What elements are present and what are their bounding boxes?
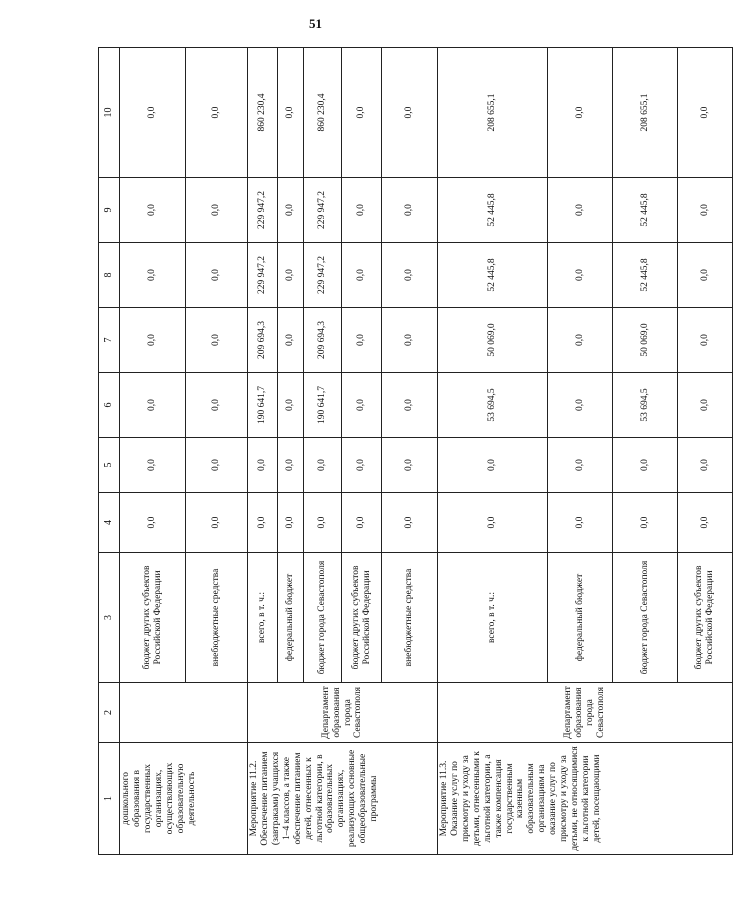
value-cell: 0,0: [382, 178, 438, 243]
rotated-table-sheet: [98, 48, 715, 855]
table-row: [438, 48, 548, 855]
value-cell: 0,0: [120, 438, 186, 493]
column-number: 2: [99, 683, 120, 743]
value-cell: 0,0: [278, 493, 304, 553]
value-cell: 0,0: [304, 438, 342, 493]
funding-source-cell: федеральный бюджет: [278, 553, 304, 683]
value-cell: 0,0: [548, 48, 613, 178]
value-cell: 0,0: [278, 438, 304, 493]
value-cell: 52 445,8: [438, 243, 548, 308]
value-cell: 229 947,2: [248, 243, 278, 308]
value-cell: 0,0: [120, 48, 186, 178]
value-cell: 0,0: [342, 243, 382, 308]
column-number: 8: [99, 243, 120, 308]
measure-title-cell: Мероприятие 11.2. Обеспечение питанием (завтраками) учащихся 1–4 классов, а также обеспечение питанием детей, отнесенных к льготной категории, в образовательных организациях, реализующих основные общеобразовательные программы: [248, 743, 438, 855]
column-number: 3: [99, 553, 120, 683]
value-cell: 0,0: [342, 493, 382, 553]
column-number: 9: [99, 178, 120, 243]
value-cell: 229 947,2: [248, 178, 278, 243]
value-cell: 0,0: [186, 48, 248, 178]
value-cell: 0,0: [120, 243, 186, 308]
table-row: [120, 48, 186, 855]
value-cell: 0,0: [678, 438, 733, 493]
value-cell: 860 230,4: [248, 48, 278, 178]
table-row: [248, 48, 278, 855]
value-cell: 208 655,1: [438, 48, 548, 178]
funding-source-cell: внебюджетные средства: [382, 553, 438, 683]
value-cell: 0,0: [678, 178, 733, 243]
value-cell: 0,0: [548, 373, 613, 438]
financing-table: [98, 47, 733, 855]
value-cell: 0,0: [678, 243, 733, 308]
value-cell: 0,0: [120, 178, 186, 243]
value-cell: 0,0: [248, 493, 278, 553]
value-cell: 0,0: [342, 373, 382, 438]
value-cell: 0,0: [382, 373, 438, 438]
value-cell: 860 230,4: [304, 48, 342, 178]
column-number: 4: [99, 493, 120, 553]
value-cell: 0,0: [678, 48, 733, 178]
value-cell: 0,0: [120, 308, 186, 373]
value-cell: 0,0: [120, 373, 186, 438]
value-cell: 50 069,0: [613, 308, 678, 373]
measure-title-cell: дошкольного образования в государственных организациях, осуществляющих образовательную деятельность: [120, 743, 248, 855]
value-cell: 0,0: [342, 308, 382, 373]
column-number: 6: [99, 373, 120, 438]
value-cell: 0,0: [438, 438, 548, 493]
executor-cell: Департамент образования города Севастополя: [248, 683, 438, 743]
funding-source-cell: бюджет города Севастополя: [613, 553, 678, 683]
value-cell: 0,0: [548, 178, 613, 243]
value-cell: 0,0: [382, 48, 438, 178]
value-cell: 52 445,8: [438, 178, 548, 243]
value-cell: 52 445,8: [613, 243, 678, 308]
value-cell: 0,0: [613, 493, 678, 553]
column-number: 7: [99, 308, 120, 373]
value-cell: 0,0: [548, 493, 613, 553]
value-cell: 0,0: [382, 438, 438, 493]
value-cell: 0,0: [678, 373, 733, 438]
value-cell: 0,0: [278, 373, 304, 438]
value-cell: 50 069,0: [438, 308, 548, 373]
value-cell: 0,0: [342, 48, 382, 178]
executor-cell: Департамент образования города Севастополя: [438, 683, 733, 743]
value-cell: 0,0: [278, 48, 304, 178]
funding-source-cell: бюджет города Севастополя: [304, 553, 342, 683]
value-cell: 0,0: [548, 308, 613, 373]
funding-source-cell: федеральный бюджет: [548, 553, 613, 683]
value-cell: 0,0: [548, 243, 613, 308]
value-cell: 208 655,1: [613, 48, 678, 178]
column-number-row: [99, 48, 120, 855]
value-cell: 229 947,2: [304, 178, 342, 243]
value-cell: 0,0: [278, 178, 304, 243]
value-cell: 0,0: [342, 438, 382, 493]
value-cell: 0,0: [186, 308, 248, 373]
value-cell: 0,0: [678, 308, 733, 373]
value-cell: 53 694,5: [438, 373, 548, 438]
value-cell: 0,0: [278, 308, 304, 373]
value-cell: 0,0: [382, 493, 438, 553]
funding-source-cell: бюджет других субъектов Российской Федерации: [120, 553, 186, 683]
value-cell: 0,0: [678, 493, 733, 553]
value-cell: 0,0: [186, 178, 248, 243]
value-cell: 0,0: [438, 493, 548, 553]
value-cell: 0,0: [120, 493, 186, 553]
column-number: 10: [99, 48, 120, 178]
value-cell: 229 947,2: [304, 243, 342, 308]
funding-source-cell: внебюджетные средства: [186, 553, 248, 683]
value-cell: 0,0: [342, 178, 382, 243]
value-cell: 0,0: [304, 493, 342, 553]
value-cell: 209 694,3: [248, 308, 278, 373]
measure-title-cell: Мероприятие 11.3. Оказание услуг по присмотру и уходу за детьми, отнесенными к льготной категории, а также компенсация государственным казенным образовательным организациям на оказание услуг по присмотру и уходу за детьми, не относящимися к льготной категории детей, посещающими: [438, 743, 733, 855]
value-cell: 0,0: [248, 438, 278, 493]
value-cell: 0,0: [548, 438, 613, 493]
value-cell: 0,0: [278, 243, 304, 308]
value-cell: 0,0: [613, 438, 678, 493]
funding-source-cell: бюджет других субъектов Российской Федерации: [678, 553, 733, 683]
value-cell: 190 641,7: [304, 373, 342, 438]
page-number: 51: [309, 16, 322, 31]
column-number: 1: [99, 743, 120, 855]
column-number: 5: [99, 438, 120, 493]
value-cell: 0,0: [382, 243, 438, 308]
value-cell: 0,0: [382, 308, 438, 373]
funding-source-cell: бюджет других субъектов Российской Федерации: [342, 553, 382, 683]
value-cell: 209 694,3: [304, 308, 342, 373]
value-cell: 190 641,7: [248, 373, 278, 438]
value-cell: 0,0: [186, 438, 248, 493]
value-cell: 0,0: [186, 243, 248, 308]
value-cell: 0,0: [186, 373, 248, 438]
value-cell: 53 694,5: [613, 373, 678, 438]
value-cell: 0,0: [186, 493, 248, 553]
executor-cell: [120, 683, 248, 743]
funding-source-cell: всего, в т. ч.:: [438, 553, 548, 683]
value-cell: 52 445,8: [613, 178, 678, 243]
funding-source-cell: всего, в т. ч.:: [248, 553, 278, 683]
